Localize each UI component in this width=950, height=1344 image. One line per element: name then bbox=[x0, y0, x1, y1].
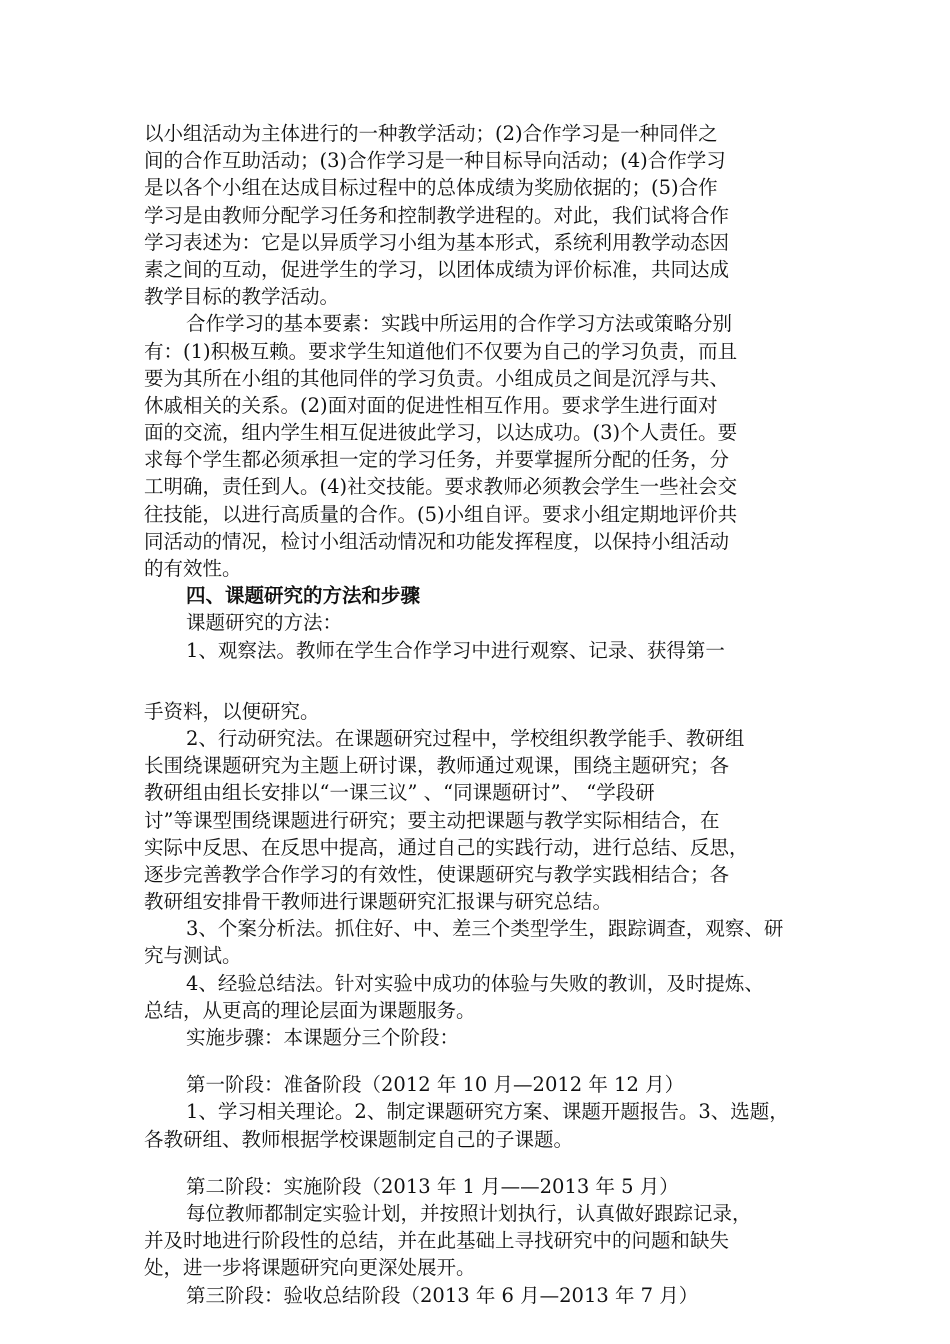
text-line: 的有效性。 bbox=[144, 557, 242, 580]
text-line: 教学目标的教学活动。 bbox=[144, 285, 340, 309]
text-line: 并及时地进行阶段性的总结，并在此基础上寻找研究中的问题和缺失 bbox=[144, 1229, 730, 1253]
text-line: 处，进一步将课题研究向更深处展开。 bbox=[144, 1256, 476, 1280]
text-line: 面的交流，组内学生相互促进彼此学习，以达成功。(3)个人责任。要 bbox=[144, 421, 738, 445]
text-line: 课题研究的方法： bbox=[186, 611, 343, 635]
section-heading: 四、课题研究的方法和步骤 bbox=[186, 584, 421, 608]
text-line: 同活动的情况，检讨小组活动情况和功能发挥程度，以保持小组活动 bbox=[144, 529, 730, 553]
text-line: 2、行动研究法。在课题研究过程中，学校组织教学能手、教研组 bbox=[186, 726, 745, 750]
text-line: 手资料，以便研究。 bbox=[144, 699, 320, 723]
text-line: 究与测试。 bbox=[144, 944, 242, 968]
text-line: 第三阶段：验收总结阶段（2013 年 6 月—2013 年 7 月） bbox=[186, 1283, 699, 1307]
text-line: 有：(1)积极互赖。要求学生知道他们不仅要为自己的学习负责，而且 bbox=[144, 339, 738, 363]
text-line: 工明确，责任到人。(4)社交技能。要求教师必须教会学生一些社会交 bbox=[144, 475, 738, 499]
text-line: 各教研组、教师根据学校课题制定自己的子课题。 bbox=[144, 1127, 574, 1151]
text-line: 素之间的互动，促进学生的学习，以团体成绩为评价标准，共同达成 bbox=[144, 257, 730, 281]
text-line: 教研组安排骨干教师进行课题研究汇报课与研究总结。 bbox=[144, 890, 613, 914]
text-line: 实际中反思、在反思中提高，通过自己的实践行动，进行总结、反思， bbox=[144, 835, 749, 859]
text-line: 总结，从更高的理论层面为课题服务。 bbox=[144, 998, 476, 1022]
text-line: 每位教师都制定实验计划，并按照计划执行，认真做好跟踪记录， bbox=[186, 1201, 752, 1225]
text-line: 3、个案分析法。抓住好、中、差三个类型学生，跟踪调查，观察、研 bbox=[186, 917, 784, 941]
text-line: 以小组活动为主体进行的一种教学活动；(2)合作学习是一种同伴之 bbox=[144, 122, 718, 145]
text-line: 讨”等课型围绕课题进行研究；要主动把课题与教学实际相结合，在 bbox=[144, 808, 720, 832]
text-line: 学习是由教师分配学习任务和控制教学进程的。对此，我们试将合作 bbox=[144, 203, 730, 227]
text-line: 学习表述为：它是以异质学习小组为基本形式，系统利用教学动态因 bbox=[144, 230, 730, 254]
text-line: 是以各个小组在达成目标过程中的总体成绩为奖励依据的；(5)合作 bbox=[144, 176, 718, 200]
text-line: 实施步骤：本课题分三个阶段： bbox=[186, 1026, 460, 1049]
text-line: 1、观察法。教师在学生合作学习中进行观察、记录、获得第一 bbox=[186, 638, 725, 662]
text-line: 第二阶段：实施阶段（2013 年 1 月——2013 年 5 月） bbox=[186, 1174, 679, 1198]
text-line: 求每个学生都必须承担一定的学习任务，并要掌握所分配的任务，分 bbox=[144, 448, 730, 472]
text-line: 间的合作互助活动；(3)合作学习是一种目标导向活动；(4)合作学习 bbox=[144, 149, 726, 173]
text-line: 休戚相关的关系。(2)面对面的促进性相互作用。要求学生进行面对 bbox=[144, 393, 718, 417]
text-line: 长围绕课题研究为主题上研讨课，教师通过观课，围绕主题研究；各 bbox=[144, 754, 730, 778]
text-line: 1、学习相关理论。2、制定课题研究方案、课题开题报告。3、选题， bbox=[186, 1100, 789, 1124]
text-line: 合作学习的基本要素：实践中所运用的合作学习方法或策略分别 bbox=[186, 312, 733, 336]
text-line: 逐步完善教学合作学习的有效性，使课题研究与教学实践相结合；各 bbox=[144, 862, 730, 886]
text-line: 4、经验总结法。针对实验中成功的体验与失败的教训，及时提炼、 bbox=[186, 971, 764, 995]
text-line: 要为其所在小组的其他同伴的学习负责。小组成员之间是沉浮与共、 bbox=[144, 366, 730, 390]
text-line: 第一阶段：准备阶段（2012 年 10 月—2012 年 12 月） bbox=[186, 1073, 685, 1097]
text-line: 往技能，以进行高质量的合作。(5)小组自评。要求小组定期地评价共 bbox=[144, 502, 738, 526]
document-body bbox=[144, 120, 824, 1309]
text-line: 教研组由组长安排以“一课三议” 、“同课题研讨”、 “学段研 bbox=[144, 781, 655, 805]
